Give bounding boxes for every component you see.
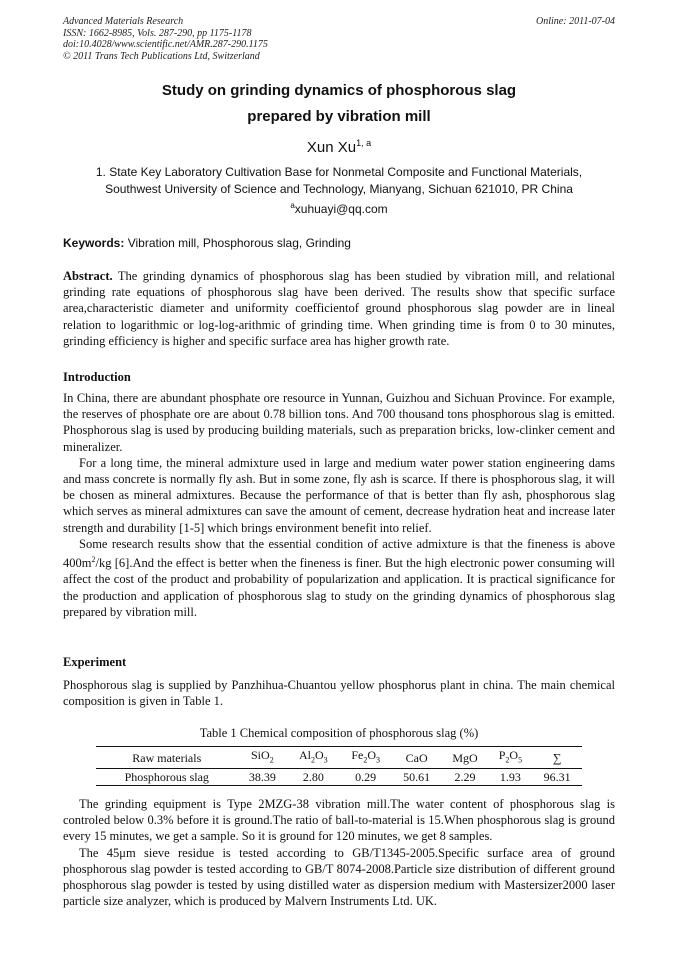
col-mgo: MgO [441, 747, 488, 769]
experiment-p1-text: Phosphorous slag is supplied by Panzhihua-Chuantou yellow phosphorus plant in china. The main chemical composition is given in Table 1. [63, 678, 615, 709]
col-sum: ∑ [532, 747, 582, 769]
abstract-text: The grinding dynamics of phosphorous slag has been studied by vibration mill, and relational grinding rate equations of phosphorous slag have been derived. The results show that specific surface area,characteristic diameter and uniformity coefficientof ground phosphorous slag powder are in lineal relation to logarithmic or log-log-arithmic of grinding time. When grinding time is from 0 to 30 minutes, grinding efficiency is higher and specific surface area has higher growth rate. [63, 269, 615, 348]
affiliation-line-1: 1. State Key Laboratory Cultivation Base for Nonmetal Composite and Functional Materials, [95, 165, 583, 179]
abstract [63, 268, 615, 349]
intro-p3-part-b: /kg [6].And the effect is better when the fineness is finer. But the high electronic power consuming will affect the cost of the product and probability of popularization and application. It is practical significance for the production and application of phosphorous slag to study on the grinding dynamics of phosphorous slag prepared by vibration mill. [63, 556, 615, 619]
introduction-heading: Introduction [63, 370, 131, 384]
author-email [63, 201, 615, 216]
keywords-text: Vibration mill, Phosphorous slag, Grinding [127, 236, 351, 250]
abstract-label: Abstract. [63, 269, 113, 283]
col-p2o5: $P_2O_5$ [488, 747, 532, 769]
email-address: xuhuayi@qq.com [294, 202, 388, 216]
experiment-paragraph-3: The 45μm sieve residue is tested according to GB/T1345-2005.Specific surface area of ground phosphorous slag powder is tested according to GB/T 8074-2008.Particle size distribution of different ground phosphorous slag powder is tested by using distilled water as dispersion medium with Mastersizer2000 laser particle size analyzer, which is produced by Malvern Instruments Ltd. UK. [63, 845, 615, 909]
col-sio2: SiO$_2$ [238, 747, 288, 769]
keywords [63, 236, 615, 250]
introduction-body [63, 390, 615, 620]
table-1-caption: Table 1 Chemical composition of phosphorous slag (%) [199, 726, 479, 740]
intro-p3-superscript: 2 [91, 555, 96, 565]
email-superscript: a [290, 201, 295, 210]
cell-al2o3: 2.80 [287, 769, 339, 786]
journal-header [63, 16, 615, 62]
affiliation [63, 164, 615, 197]
cell-mgo: 2.29 [441, 769, 488, 786]
col-al2o3: $Al_2O_3$ [287, 747, 339, 769]
intro-p3-part-a: Some research results show that the essential condition of active admixture is that the fineness is above 400m [63, 536, 615, 571]
paper-title-line-2: prepared by vibration mill [247, 108, 431, 125]
cell-fe2o3: 0.29 [340, 769, 392, 786]
cell-sio2: 38.39 [238, 769, 288, 786]
intro-paragraph-2: For a long time, the mineral admixture used in large and medium water power station engineering dams and mass concrete is normally fly ash. But in some zone, fly ash is scarce. If there is phosphorous slag, it will be chosen as mineral admixtures. Because the performance of that is better than fly ash, phosphorous slag which serves as mineral admixtures can save the amount of cement, decrease hydration heat and increase later strength and durability [1-5] which brings environment benefit into relief. [63, 455, 615, 535]
online-date: Online: 2011-07-04 [536, 16, 615, 27]
author-name: Xun Xu [306, 139, 357, 156]
col-cao: CaO [392, 747, 442, 769]
chemical-composition-table [96, 746, 582, 786]
intro-paragraph-1: In China, there are abundant phosphate ore resource in Yunnan, Guizhou and Sichuan Province. For example, the reserves of phosphate ore are about 0.78 billion tons. And 700 thousand tons phosphorous slag is emitted. Phosphorous slag is used by producing building materials, such as preparation bricks, low-clinker cement and mineralizer. [63, 391, 615, 454]
copyright-line: © 2011 Trans Tech Publications Ltd, Switzerland [63, 50, 260, 62]
affiliation-line-2: Southwest University of Science and Technology, Mianyang, Sichuan 621010, PR China [105, 181, 573, 196]
table-row [96, 769, 582, 786]
author-superscript: 1, a [356, 138, 372, 148]
doi-line: doi:10.4028/www.scientific.net/AMR.287-290.1175 [63, 39, 268, 50]
keywords-label: Keywords: [63, 236, 125, 250]
cell-p2o5: 1.93 [488, 769, 532, 786]
experiment-heading: Experiment [63, 655, 127, 669]
journal-name: Advanced Materials Research [63, 16, 184, 27]
cell-sum: 96.31 [532, 769, 582, 786]
cell-name: Phosphorous slag [96, 769, 238, 786]
issn-line: ISSN: 1662-8985, Vols. 287-290, pp 1175-1178 [63, 27, 252, 39]
author-line [63, 138, 615, 156]
cell-cao: 50.61 [392, 769, 442, 786]
experiment-paragraph-2: The grinding equipment is Type 2MZG-38 vibration mill.The water content of phosphorous slag is controled below 0.3% before it is ground.The ratio of ball-to-material is 15.When phosphorous slag is ground every 15 minutes, we get a sample. So it is ground for 120 minutes, we get 8 samples. [63, 797, 615, 844]
intro-paragraph-3 [63, 536, 615, 620]
col-raw-materials: Raw materials [96, 747, 238, 769]
col-fe2o3: $Fe_2O_3$ [340, 747, 392, 769]
paper-title-line-1: Study on grinding dynamics of phosphorous slag [161, 82, 517, 99]
experiment-paragraph-1 [63, 677, 615, 709]
table-header-row [96, 747, 582, 769]
experiment-body [63, 796, 615, 909]
